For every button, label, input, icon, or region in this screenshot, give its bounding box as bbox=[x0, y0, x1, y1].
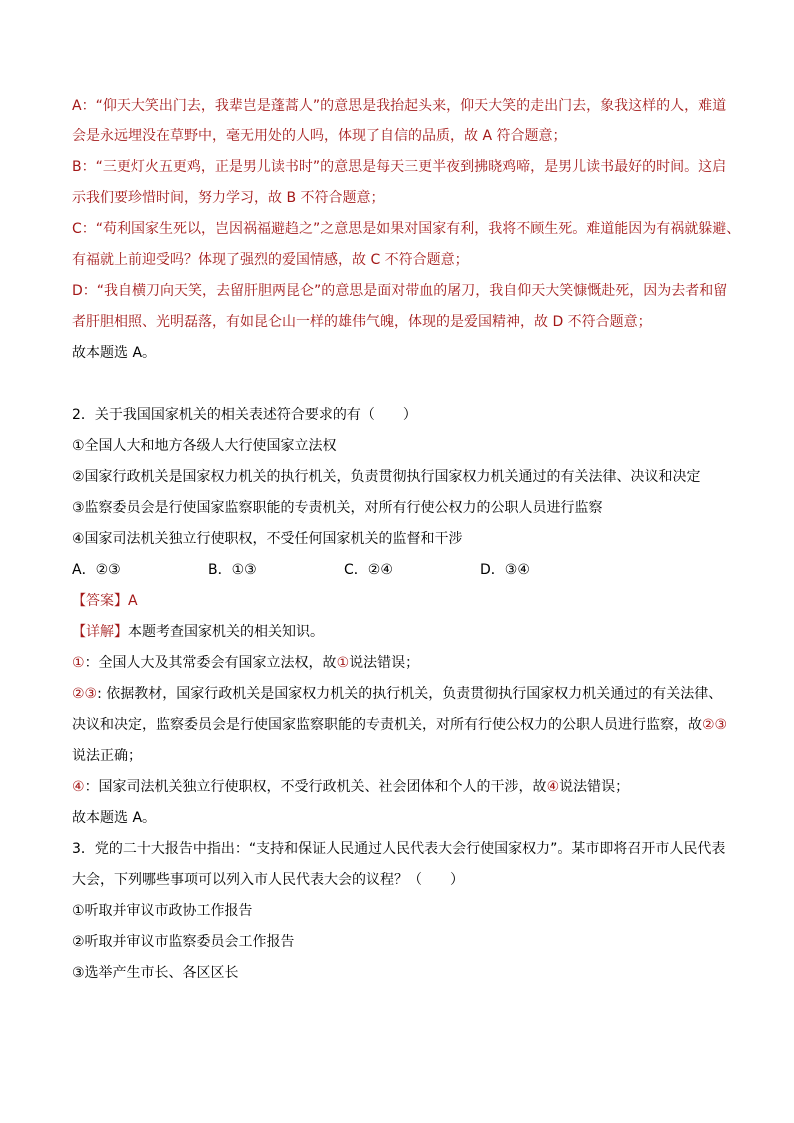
q1-conclusion: 故本题选 A。 bbox=[72, 345, 157, 361]
q2-conclusion: 故本题选 A。 bbox=[72, 810, 157, 826]
q2-choice-b: B．①③ bbox=[208, 562, 257, 578]
q2-explain-4 bbox=[72, 777, 722, 799]
explain-4-mark: ④ bbox=[546, 779, 560, 795]
q2-choice-d: D．③④ bbox=[480, 562, 530, 578]
q2-answer bbox=[72, 591, 722, 613]
explain-2-text2: 决议和决定，监察委员会是行使国家监察职能的专责机关，对所有行使公权力的公职人员进行监察，故 bbox=[72, 717, 702, 733]
q2-explain-2-line2 bbox=[72, 715, 728, 737]
answer-value: A bbox=[128, 593, 138, 609]
detail-text: 本题考查国家机关的相关知识。 bbox=[128, 624, 324, 640]
q2-choices bbox=[72, 560, 722, 582]
q2-explain-2-line1 bbox=[72, 684, 722, 706]
q2-choice-a: A．②③ bbox=[72, 562, 121, 578]
q1-option-d-line1: D：“我自横刀向天笑，去留肝胆两昆仑”的意思是面对带血的屠刀，我自仰天大笑慷慨赴死，因为去者和留 bbox=[72, 283, 728, 299]
q3-stem-line2: 大会，下列哪些事项可以列入市人民代表大会的议程？（ ） bbox=[72, 872, 464, 888]
q1-option-c-line2: 有福就上前迎受吗？体现了强烈的爱国情感，故 C 不符合题意； bbox=[72, 252, 469, 268]
explain-2-mark: ②③ bbox=[702, 717, 728, 733]
q2-item-3: ③监察委员会是行使国家监察职能的专责机关，对所有行使公权力的公职人员进行监察 bbox=[72, 500, 603, 516]
explain-1-text: ：全国人大及其常委会有国家立法权，故 bbox=[84, 655, 337, 671]
q1-option-c-line1: C：“苟利国家生死以，岂因祸福避趋之”之意思是如果对国家有利，我将不顾生死。难道能因为有祸就躲避、 bbox=[72, 221, 741, 237]
explain-1-mark: ① bbox=[336, 655, 350, 671]
explain-2-text1: : 依据教材，国家行政机关是国家权力机关的执行机关，负责贯彻执行国家权力机关通过的有关法律、 bbox=[97, 686, 723, 702]
q1-option-b-line2: 示我们要珍惜时间，努力学习，故 B 不符合题意； bbox=[72, 190, 385, 206]
q2-item-4: ④国家司法机关独立行使职权，不受任何国家机关的监督和干涉 bbox=[72, 531, 463, 547]
q2-item-1: ①全国人大和地方各级人大行使国家立法权 bbox=[72, 438, 337, 454]
q1-option-a-line2: 会是永远埋没在草野中，毫无用处的人吗，体现了自信的品质，故 A 符合题意； bbox=[72, 128, 567, 144]
q2-explain-2-line3: 说法正确； bbox=[72, 748, 142, 764]
explain-2-prefix: ②③ bbox=[72, 686, 98, 702]
explain-1-prefix: ① bbox=[72, 655, 85, 671]
q3-item-3: ③选举产生市长、各区区长 bbox=[72, 965, 239, 981]
detail-label: 【详解】 bbox=[72, 624, 128, 640]
explain-4-text: ：国家司法机关独立行使职权，不受行政机关、社会团体和个人的干涉，故 bbox=[84, 779, 547, 795]
explain-4-prefix: ④ bbox=[72, 779, 85, 795]
q1-option-b-line1: B：“三更灯火五更鸡，正是男儿读书时”的意思是每天三更半夜到拂晓鸡啼，是男儿读书最好的时间。这启 bbox=[72, 159, 727, 175]
q3-item-1: ①听取并审议市政协工作报告 bbox=[72, 903, 253, 919]
answer-label: 【答案】 bbox=[72, 593, 128, 609]
q2-stem: 2．关于我国国家机关的相关表述符合要求的有（ ） bbox=[72, 407, 417, 423]
q2-item-2: ②国家行政机关是国家权力机关的执行机关，负责贯彻执行国家权力机关通过的有关法律、决议和决定 bbox=[72, 469, 701, 485]
q3-item-2: ②听取并审议市监察委员会工作报告 bbox=[72, 934, 295, 950]
explain-4-end: 说法错误； bbox=[559, 779, 630, 795]
q1-option-d-line2: 者肝胆相照、光明磊落，有如昆仑山一样的雄伟气魄，体现的是爱国精神，故 D 不符合题意； bbox=[72, 314, 652, 330]
q2-explain-1 bbox=[72, 653, 722, 675]
q2-detail bbox=[72, 622, 722, 644]
q3-stem-line1: 3．党的二十大报告中指出：“支持和保证人民通过人民代表大会行使国家权力”。某市即将召开市人民代表 bbox=[72, 841, 726, 857]
explain-1-end: 说法错误； bbox=[349, 655, 420, 671]
q2-choice-c: C．②④ bbox=[344, 562, 393, 578]
q1-option-a-line1: A：“仰天大笑出门去，我辈岂是蓬蒿人”的意思是我抬起头来，仰天大笑的走出门去，象我这样的人，难道 bbox=[72, 98, 727, 114]
